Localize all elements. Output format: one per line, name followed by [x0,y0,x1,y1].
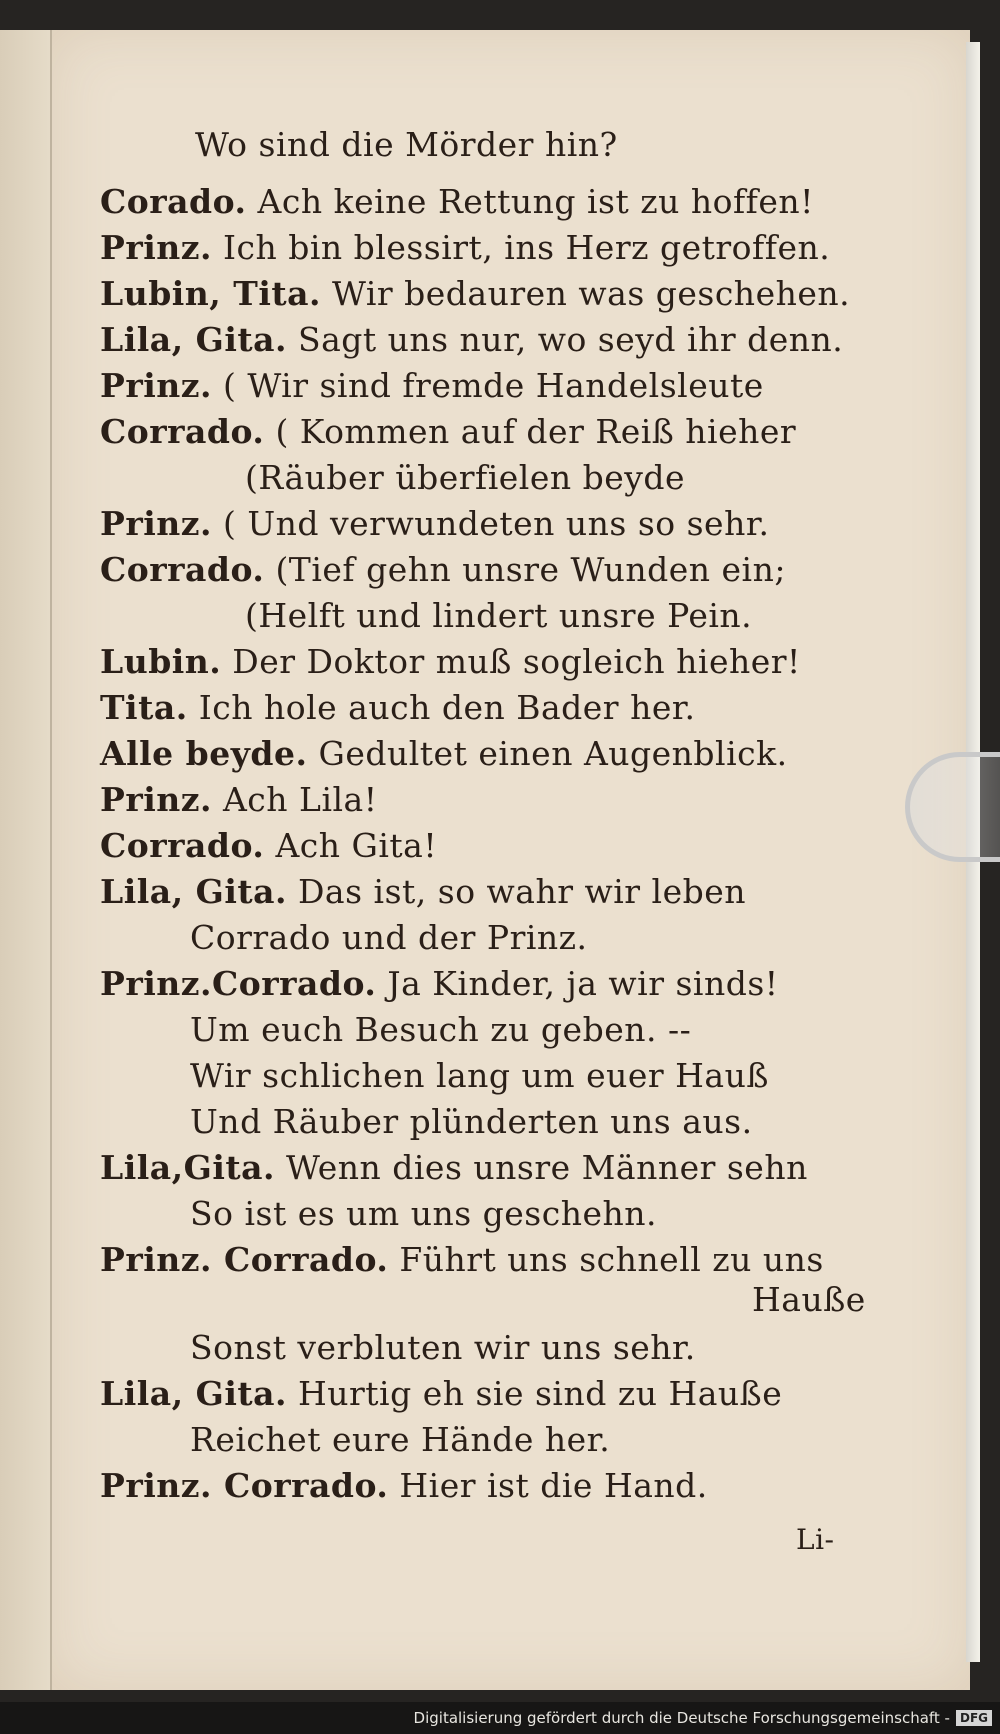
text-line: Corrado und der Prinz. [190,918,588,957]
text-line: Sonst verbluten wir uns sehr. [190,1328,696,1367]
footer-credit: Digitalisierung gefördert durch die Deutsche Forschungsgemeinschaft - [413,1709,950,1727]
text-line: Corrado. ( Kommen auf der Reiß hieher [100,412,797,451]
text-line: Lila, Gita. Sagt uns nur, wo seyd ihr denn. [100,320,844,359]
text-line: Um euch Besuch zu geben. -- [190,1010,692,1049]
text-line: Prinz. Corrado. Führt uns schnell zu uns [100,1240,824,1279]
dfg-logo: DFG [956,1710,992,1726]
text-line: Prinz. ( Und verwundeten uns so sehr. [100,504,770,543]
text-line: Corrado. Ach Gita! [100,826,438,865]
text-line: Lila, Gita. Hurtig eh sie sind zu Hauße [100,1374,783,1413]
text-line: Corrado. (Tief gehn unsre Wunden ein; [100,550,786,589]
text-line: Prinz.Corrado. Ja Kinder, ja wir sinds! [100,964,779,1003]
text-line: Prinz. Ich bin blessirt, ins Herz getroffen. [100,228,831,267]
text-line: Corado. Ach keine Rettung ist zu hoffen! [100,182,814,221]
text-line: Reichet eure Hände her. [190,1420,611,1459]
text-line: (Räuber überfielen beyde [245,458,686,497]
text-line: Wir schlichen lang um euer Hauß [190,1056,769,1095]
catchword: Li- [796,1523,835,1556]
text-line: Lubin. Der Doktor muß sogleich hieher! [100,642,801,681]
text-line: Alle beyde. Gedultet einen Augenblick. [100,734,788,773]
text-line: Lila,Gita. Wenn dies unsre Männer sehn [100,1148,808,1187]
text-line: Hauße [752,1280,866,1319]
text-line: (Helft und lindert unsre Pein. [245,596,753,635]
digitization-footer [0,1702,1000,1734]
text-line: Und Räuber plünderten uns aus. [190,1102,753,1141]
text-line: Wo sind die Mörder hin? [195,125,618,164]
text-line: Prinz. Corrado. Hier ist die Hand. [100,1466,708,1505]
text-line: So ist es um uns geschehn. [190,1194,657,1233]
text-line: Prinz. Ach Lila! [100,780,378,819]
text-line: Lila, Gita. Das ist, so wahr wir leben [100,872,747,911]
text-line: Tita. Ich hole auch den Bader her. [100,688,696,727]
text-line: Lubin, Tita. Wir bedauren was geschehen. [100,274,851,313]
text-line: Prinz. ( Wir sind fremde Handelsleute [100,366,764,405]
